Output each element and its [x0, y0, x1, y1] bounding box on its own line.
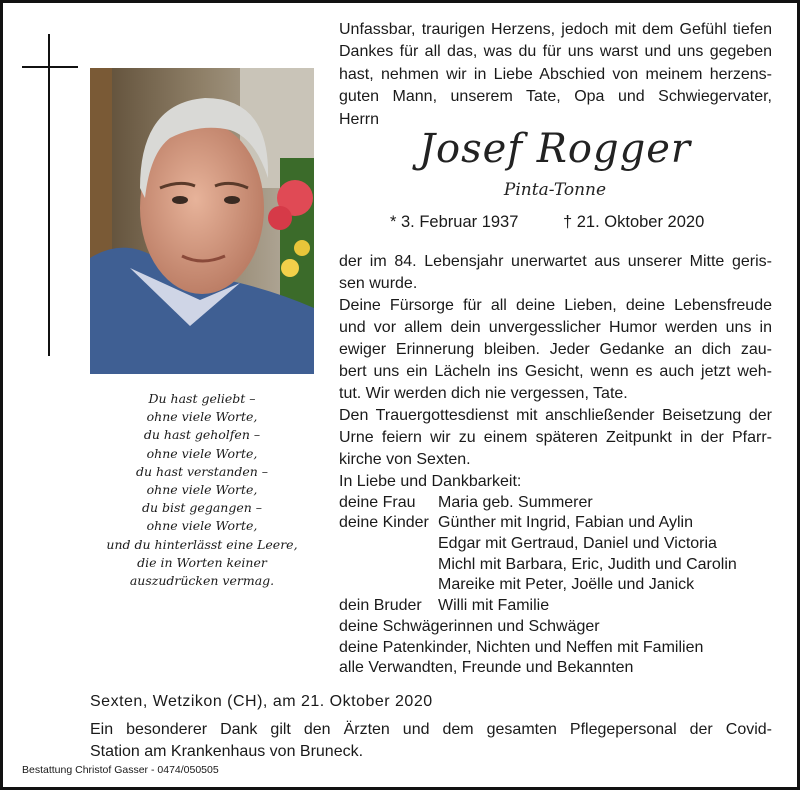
family-row	[339, 596, 779, 617]
family-list	[339, 472, 779, 679]
family-extra: alle Verwandten, Freunde und Bekannten	[339, 659, 634, 677]
family-row	[339, 575, 779, 596]
family-label: dein Bruder	[339, 597, 422, 615]
poem-line: auszudrücken vermag.	[129, 573, 275, 589]
poem-line: du hast geholfen –	[143, 427, 261, 443]
family-value: Michl mit Barbara, Eric, Judith und Carolin	[438, 555, 737, 573]
family-value: Günther mit Ingrid, Fabian und Aylin	[438, 514, 693, 532]
poem-line: und du hinterlässt eine Leere,	[106, 536, 298, 552]
thanks-text	[90, 719, 772, 763]
family-label: deine Kinder	[339, 514, 429, 532]
deceased-name: Josef Rogger	[418, 126, 692, 172]
family-label: deine Frau	[339, 493, 416, 511]
family-extra: deine Schwägerinnen und Schwäger	[339, 617, 600, 635]
poem-line: Du hast geliebt –	[148, 391, 256, 406]
intro-line: hast, nehmen wir in Liebe Abschied von meinem herzens-	[339, 65, 772, 83]
portrait-photo	[90, 68, 314, 374]
family-value: Willi mit Familie	[438, 597, 550, 615]
thanks-line: Station am Krankenhaus von Bruneck.	[90, 743, 364, 760]
family-extra: deine Patenkinder, Nichten und Neffen mit Familien	[339, 638, 704, 656]
poem-line: du hast verstanden –	[136, 463, 268, 479]
intro-line: guten Mann, unserem Tate, Opa und Schwiegervater,	[339, 88, 772, 106]
poem-line: du bist gegangen –	[141, 500, 262, 516]
poem-line: ohne viele Worte,	[146, 482, 258, 498]
body-line: Urne feiern wir zu einem späteren Zeitpunkt in der Pfarr-	[339, 429, 772, 446]
poem	[90, 390, 314, 590]
poem-line: ohne viele Worte,	[146, 518, 258, 534]
body-line: sen wurde.	[339, 275, 418, 292]
family-row	[339, 493, 779, 514]
poem-line: die in Worten keiner	[137, 554, 267, 570]
family-intro: In Liebe und Dankbarkeit:	[339, 473, 522, 490]
death-date: † 21. Oktober 2020	[563, 213, 705, 231]
intro-line: Unfassbar, traurigen Herzens, jedoch mit dem Gefühl tiefen	[339, 21, 772, 38]
family-value: Mareike mit Peter, Joëlle und Janick	[438, 576, 695, 594]
poem-line: ohne viele Worte,	[146, 409, 258, 425]
body-text	[339, 251, 772, 471]
body-line: tut. Wir werden dich nie vergessen, Tate.	[339, 385, 628, 402]
intro-text	[339, 19, 772, 131]
body-line: und vor allem dein unvergesslicher Humor werden uns in	[339, 319, 772, 336]
body-line: kirche von Sexten.	[339, 451, 471, 468]
body-line: Den Trauergottesdienst mit anschließender Beisetzung der	[339, 407, 772, 424]
nickname: Pinta-Tonne	[503, 180, 607, 200]
family-value: Edgar mit Gertraud, Daniel und Victoria	[438, 535, 717, 553]
birth-date: * 3. Februar 1937	[390, 213, 519, 231]
family-row	[339, 534, 779, 555]
poem-line: ohne viele Worte,	[146, 445, 258, 461]
family-value: Maria geb. Summerer	[438, 493, 593, 511]
intro-line: Herrn	[339, 110, 380, 128]
thanks-line: Ein besonderer Dank gilt den Ärzten und dem gesamten Pflegepersonal der Covid-	[90, 721, 772, 738]
body-line: der im 84. Lebensjahr unerwartet aus unserer Mitte geris-	[339, 253, 772, 270]
funeral-home-credit: Bestattung Christof Gasser - 0474/050505	[22, 764, 219, 776]
family-row	[339, 555, 779, 576]
body-line: bert uns ein Lächeln ins Gesicht, wenn es auch jetzt weh-	[339, 363, 772, 380]
body-line: Deine Fürsorge für all deine Lieben, deine Lebensfreude	[339, 297, 772, 314]
body-line: ewiger Erinnerung bleiben. Jeder Gedanke an dich zau-	[339, 341, 772, 358]
place-date: Sexten, Wetzikon (CH), am 21. Oktober 2020	[90, 693, 433, 710]
intro-line: Dankes für all das, was du für uns warst und uns gegeben	[339, 43, 772, 61]
family-row	[339, 513, 779, 534]
